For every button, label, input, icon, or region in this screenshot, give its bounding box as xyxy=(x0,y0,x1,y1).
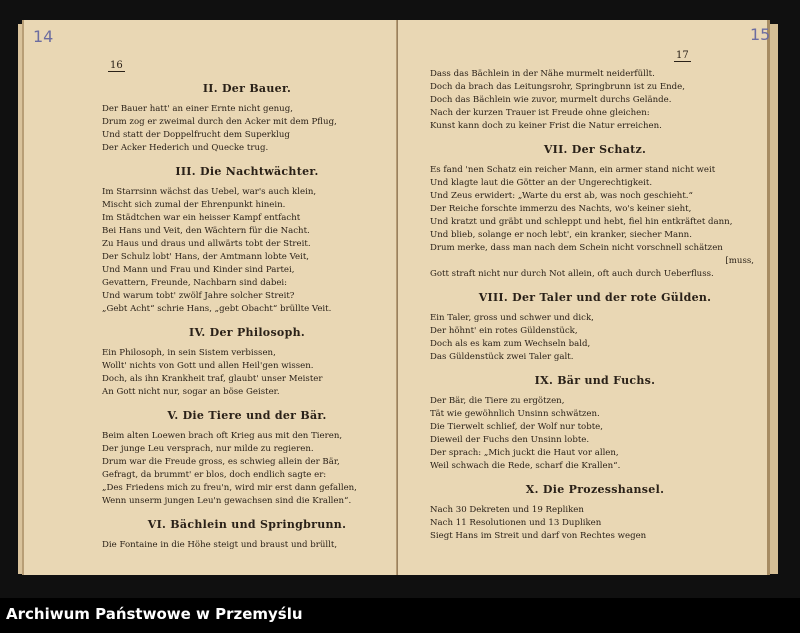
poem-body xyxy=(102,347,392,399)
poem-line: Beim alten Loewen brach oft Krieg aus mit den Tieren, xyxy=(102,431,343,441)
poem-line: Siegt Hans im Streit und darf von Rechtes wegen xyxy=(430,531,647,541)
poem-line: Kunst kann doch zu keiner Frist die Natur erreichen. xyxy=(430,121,662,131)
poem-line: Im Städtchen war ein heisser Kampf entfacht xyxy=(102,213,301,223)
archive-footer xyxy=(0,598,800,633)
poem-line: Und Mann und Frau und Kinder sind Partei, xyxy=(102,265,295,275)
poem-line: „Gebt Acht“ schrie Hans, „gebt Obacht“ brüllte Veit. xyxy=(102,304,332,314)
poem-body xyxy=(102,103,392,155)
page-number-left: 16 xyxy=(110,60,123,71)
poem-line: Bei Hans und Veit, den Wächtern für die Nacht. xyxy=(102,226,310,236)
poem-line: Mischt sich zumal der Ehrenpunkt hinein. xyxy=(102,200,286,210)
poem-line: Das Güldenstück zwei Taler galt. xyxy=(430,352,574,362)
poem-line: Der junge Leu versprach, nur milde zu regieren. xyxy=(102,444,314,454)
pencil-folio-right: 15 xyxy=(750,25,771,44)
poem-body xyxy=(430,504,760,543)
poem-line: Zu Haus und draus und allwärts tobt der Streit. xyxy=(102,239,311,249)
poem-line: Dieweil der Fuchs den Unsinn lobte. xyxy=(430,435,590,445)
poem-line: Und blieb, solange er noch lebt', ein kranker, siecher Mann. xyxy=(430,230,692,240)
poem-line: Der Bär, die Tiere zu ergötzen, xyxy=(430,396,565,406)
poem-line: Ein Taler, gross und schwer und dick, xyxy=(430,313,594,323)
poem-title: X. Die Prozesshansel. xyxy=(525,483,665,496)
poem-line: Drum war die Freude gross, es schwieg allein der Bär, xyxy=(102,457,340,467)
poem-line: „Des Friedens mich zu freu'n, wird mir erst dann gefallen, xyxy=(102,483,357,493)
poem-body xyxy=(430,395,760,473)
poem-line: Und statt der Doppelfrucht dem Superklug xyxy=(102,130,290,140)
right-page xyxy=(398,20,770,575)
poem-body xyxy=(102,430,392,508)
poem-line: Drum merke, dass man nach dem Schein nicht vorschnell schätzen xyxy=(430,243,723,253)
poem-line: Wenn unserm jungen Leu'n gewachsen sind die Krallen“. xyxy=(102,496,352,506)
poem-line: Tät wie gewöhnlich Unsinn schwätzen. xyxy=(430,409,600,419)
poem-line: Doch, als ihn Krankheit traf, glaubt' unser Meister xyxy=(102,374,323,384)
right-page-text xyxy=(430,68,760,553)
poem-line: Drum zog er zweimal durch den Acker mit dem Pflug, xyxy=(102,117,337,127)
poem-title: II. Der Bauer. xyxy=(202,82,292,95)
poem-body xyxy=(430,312,760,364)
poem-title: V. Die Tiere und der Bär. xyxy=(167,409,327,422)
page-number-right: 17 xyxy=(676,50,689,61)
poem-line: Der Bauer hatt' an einer Ernte nicht genug, xyxy=(102,104,293,114)
poem-continuation xyxy=(430,68,760,133)
poem-line: Doch das Bächlein wie zuvor, murmelt durchs Gelände. xyxy=(430,95,672,105)
poem-title: III. Die Nachtwächter. xyxy=(175,165,319,178)
poem-line: Gott straft nicht nur durch Not allein, oft auch durch Ueberfluss. xyxy=(430,269,714,279)
pencil-folio-left: 14 xyxy=(33,27,54,46)
poem-body xyxy=(102,186,392,316)
poem-line: Und kratzt und gräbt und schleppt und hebt, fiel hin entkräftet dann, xyxy=(430,217,733,227)
left-page-text xyxy=(102,82,392,562)
poem-line: Nach 30 Dekreten und 19 Repliken xyxy=(430,505,584,515)
poem-line: An Gott nicht nur, sogar an böse Geister. xyxy=(102,387,280,397)
poem-line: Doch als es kam zum Wechseln bald, xyxy=(430,339,591,349)
poem-body xyxy=(430,164,760,281)
poem-line: Der höhnt' ein rotes Güldenstück, xyxy=(430,326,578,336)
poem-line: Der Acker Hederich und Quecke trug. xyxy=(102,143,269,153)
poem-line: [muss, xyxy=(725,256,754,266)
poem-line: Im Starrsinn wächst das Uebel, war's auch klein, xyxy=(102,187,317,197)
poem-line: Die Fontaine in die Höhe steigt und braust und brüllt, xyxy=(102,540,338,550)
poem-line: Es fand 'nen Schatz ein reicher Mann, ein armer stand nicht weit xyxy=(430,165,716,175)
poem-line: Die Tierwelt schlief, der Wolf nur tobte, xyxy=(430,422,604,432)
poem-line: Und warum tobt' zwölf Jahre solcher Streit? xyxy=(102,291,295,301)
poem-title: VII. Der Schatz. xyxy=(543,143,647,156)
poem-title: IV. Der Philosoph. xyxy=(189,326,305,339)
left-page xyxy=(22,20,398,575)
poem-title: VI. Bächlein und Springbrunn. xyxy=(147,518,347,531)
poem-title: IX. Bär und Fuchs. xyxy=(534,374,656,387)
poem-line: Nach der kurzen Trauer ist Freude ohne gleichen: xyxy=(430,108,650,118)
poem-body xyxy=(102,539,392,552)
poem-line: Dass das Bächlein in der Nähe murmelt neiderfüllt. xyxy=(430,69,655,79)
poem-line: Ein Philosoph, in sein Sistem verbissen, xyxy=(102,348,276,358)
poem-line: Der Schulz lobt' Hans, der Amtmann lobte Veit, xyxy=(102,252,310,262)
poem-title: VIII. Der Taler und der rote Gülden. xyxy=(478,291,712,304)
poem-line: Gevattern, Freunde, Nachbarn sind dabei: xyxy=(102,278,288,288)
poem-line: Doch da brach das Leitungsrohr, Springbrunn ist zu Ende, xyxy=(430,82,685,92)
poem-line: Wollt' nichts von Gott und allen Heil'gen wissen. xyxy=(102,361,314,371)
poem-line: Der Reiche forschte immerzu des Nachts, wo's keiner sieht, xyxy=(430,204,692,214)
poem-line: Nach 11 Resolutionen und 13 Dupliken xyxy=(430,518,602,528)
poem-line: Und Zeus erwidert: „Warte du erst ab, was noch geschieht.“ xyxy=(430,191,693,201)
poem-line: Gefragt, da brummt' er blos, doch endlich sagte er: xyxy=(102,470,327,480)
poem-line: Der sprach: „Mich juckt die Haut vor allen, xyxy=(430,448,619,458)
poem-line: Weil schwach die Rede, scharf die Krallen“. xyxy=(430,461,621,471)
archive-label: Archiwum Państwowe w Przemyślu xyxy=(6,605,303,623)
poem-line: Und klagte laut die Götter an der Ungerechtigkeit. xyxy=(430,178,653,188)
